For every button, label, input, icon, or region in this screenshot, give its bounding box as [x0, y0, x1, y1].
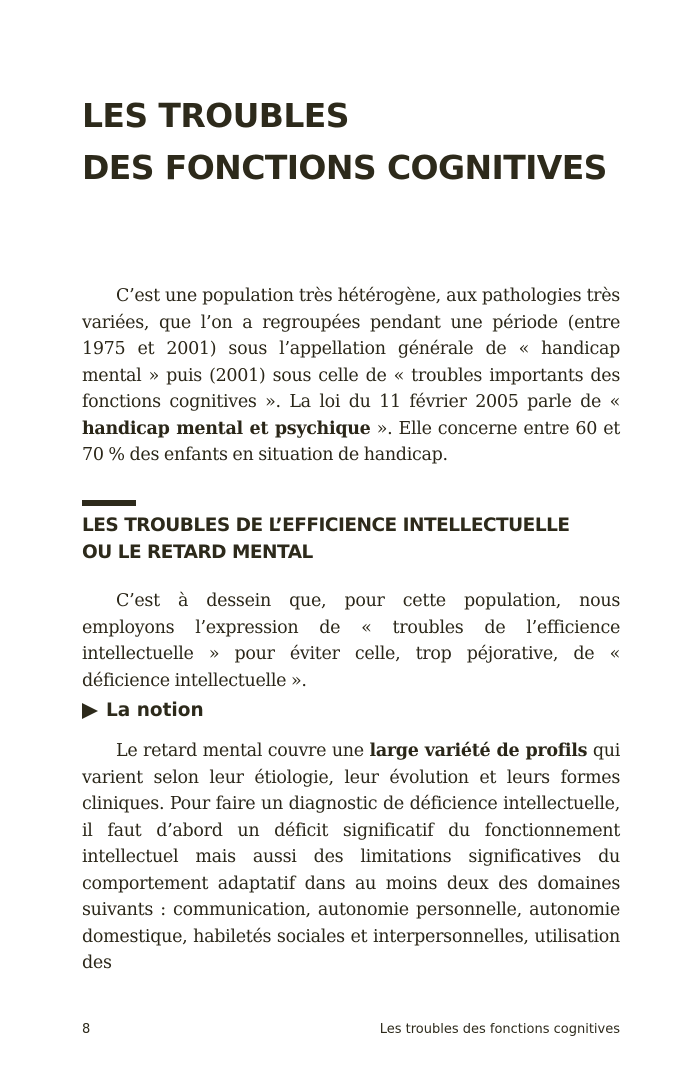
page-footer	[82, 1022, 620, 1037]
subsection-bold-term: large variété de profils	[369, 741, 588, 761]
section-heading-line2: OU LE RETARD MENTAL	[82, 542, 313, 563]
intro-paragraph	[82, 283, 620, 469]
chapter-title	[82, 90, 642, 194]
chapter-title-line2: DES FONCTIONS COGNITIVES	[82, 148, 607, 187]
page-number: 8	[82, 1022, 91, 1037]
section-paragraph-text: C’est à dessein que, pour cette population, nous employons l’expression de « troubles de l’efficience intellectuelle » pour éviter celle, trop péjorative, de « déficience intellectuelle ».	[82, 591, 620, 691]
intro-text-start: C’est une population très hétérogène, aux pathologies très variées, que l’on a regroupées pendant une période (entre 1975 et 2001) sous l’appellation générale de « handicap mental » puis (2001) sous celle de « troubles importants des fonctions cognitives ». La loi du 11 février 2005 parle de «	[82, 286, 620, 412]
triangle-bullet-icon	[82, 703, 98, 719]
section-heading	[82, 512, 642, 566]
section-rule	[82, 500, 136, 506]
intro-bold-term: handicap mental et psychique	[82, 418, 371, 439]
running-title: Les troubles des fonctions cognitives	[379, 1022, 620, 1037]
subsection-text-start: Le retard mental couvre une	[116, 741, 370, 761]
subsection-heading-text: La notion	[106, 700, 204, 721]
chapter-title-line1: LES TROUBLES	[82, 96, 349, 135]
section-heading-line1: LES TROUBLES DE L’EFFICIENCE INTELLECTUELLE	[82, 515, 570, 536]
subsection-paragraph	[82, 738, 620, 977]
subsection-text-end: qui varient selon leur étiologie, leur évolution et leurs formes cliniques. Pour faire un diagnostic de déficience intellectuelle, il faut d’abord un déficit significatif du fonctionnement intellectuel mais aussi des limitations significatives du comportement adaptatif dans au moins deux des domaines suivants : communication, autonomie personnelle, autonomie domestique, habiletés sociales et interpersonnelles, utilisation des	[82, 741, 621, 973]
subsection-heading	[82, 700, 204, 721]
section-paragraph	[82, 588, 620, 694]
intro-text-end: ». Elle concerne entre 60 et 70 % des enfants en situation de handicap.	[82, 418, 620, 465]
